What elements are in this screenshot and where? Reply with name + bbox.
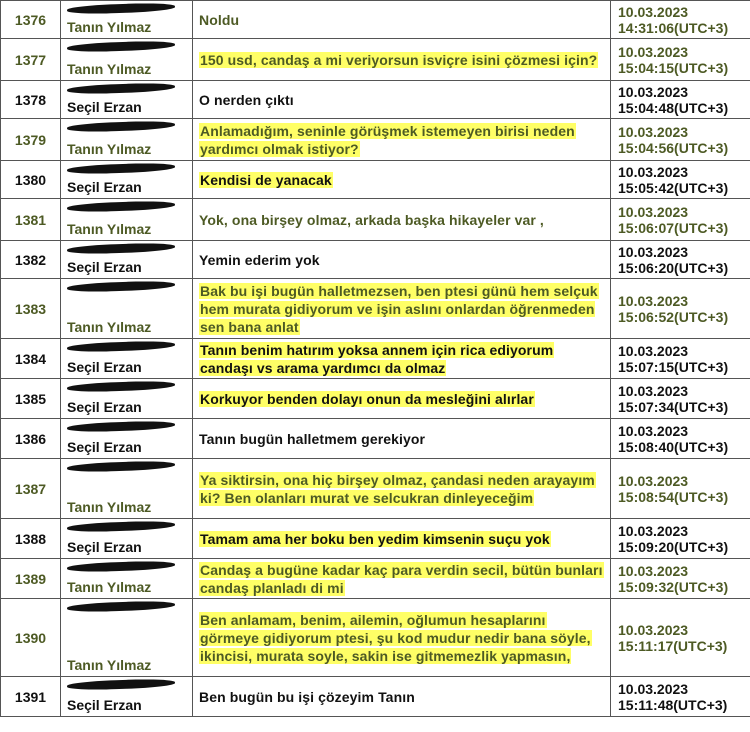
redaction-mark — [67, 520, 175, 533]
date-text: 10.03.2023 — [618, 123, 689, 140]
row-number: 1382 — [1, 241, 61, 279]
message-text: Ben anlamam, benim, ailemin, oğlumun hesaplarını görmeye gidiyorum ptesi, şu kod mudur nedir bana söyle, ikincisi, murata soyle, sakin ise gitmemezlik yapmasın, — [200, 611, 591, 664]
message-cell — [193, 459, 611, 519]
date-text: 10.03.2023 — [618, 562, 689, 579]
date-text: 10.03.2023 — [618, 83, 689, 100]
message-cell — [193, 339, 611, 379]
row-number: 1386 — [1, 419, 61, 459]
time-text: 15:06:20(UTC+3) — [618, 259, 729, 276]
table-row — [1, 677, 750, 717]
table-row — [1, 339, 750, 379]
sender-cell — [61, 519, 193, 559]
sender-cell — [61, 81, 193, 119]
date-text: 10.03.2023 — [618, 203, 689, 220]
sender-cell — [61, 161, 193, 199]
redaction-mark — [67, 340, 175, 353]
sender-name: Tanın Yılmaz — [67, 221, 152, 237]
table-row — [1, 119, 750, 161]
sender-cell — [61, 119, 193, 161]
table-row — [1, 519, 750, 559]
row-number: 1385 — [1, 379, 61, 419]
message-text: Yemin ederim yok — [199, 251, 320, 268]
timestamp-cell — [611, 279, 750, 339]
table-row — [1, 599, 750, 677]
message-cell — [193, 241, 611, 279]
message-cell — [193, 519, 611, 559]
row-number: 1380 — [1, 161, 61, 199]
time-text: 15:06:07(UTC+3) — [618, 219, 729, 236]
sender-cell — [61, 379, 193, 419]
message-text: Kendisi de yanacak — [200, 171, 332, 188]
date-text: 10.03.2023 — [618, 382, 689, 399]
message-cell — [193, 39, 611, 81]
date-text: 10.03.2023 — [618, 163, 689, 180]
sender-name: Seçil Erzan — [67, 399, 142, 415]
time-text: 15:06:52(UTC+3) — [618, 308, 729, 325]
date-text: 10.03.2023 — [618, 43, 689, 60]
row-number: 1383 — [1, 279, 61, 339]
sender-cell — [61, 459, 193, 519]
sender-cell — [61, 419, 193, 459]
timestamp-cell — [611, 559, 750, 599]
timestamp-cell — [611, 459, 750, 519]
date-text: 10.03.2023 — [618, 472, 689, 489]
timestamp-cell — [611, 519, 750, 559]
sender-cell — [61, 339, 193, 379]
timestamp-cell — [611, 419, 750, 459]
redaction-mark — [67, 200, 175, 213]
message-cell — [193, 119, 611, 161]
redaction-mark — [67, 380, 175, 393]
message-text: Ben bugün bu işi çözeyim Tanın — [199, 688, 415, 705]
time-text: 15:07:15(UTC+3) — [618, 358, 729, 375]
message-cell — [193, 559, 611, 599]
sender-cell — [61, 559, 193, 599]
sender-cell — [61, 677, 193, 717]
timestamp-cell — [611, 119, 750, 161]
table-row — [1, 81, 750, 119]
redaction-mark — [67, 162, 175, 175]
time-text: 15:05:42(UTC+3) — [618, 179, 729, 196]
redaction-mark — [67, 242, 175, 255]
time-text: 15:11:48(UTC+3) — [618, 696, 728, 713]
redaction-mark — [67, 420, 175, 433]
redaction-mark — [67, 280, 175, 293]
date-text: 10.03.2023 — [618, 3, 689, 20]
timestamp-cell — [611, 241, 750, 279]
sender-name: Seçil Erzan — [67, 697, 142, 713]
time-text: 14:31:06(UTC+3) — [618, 19, 729, 36]
message-text: Bak bu işi bugün halletmezsen, ben ptesi günü hem selçuk hem murata gidiyorum ve işin aslını onlardan öğrenmeden sen bana anlat — [200, 282, 598, 335]
table-row — [1, 199, 750, 241]
sender-cell — [61, 241, 193, 279]
timestamp-cell — [611, 599, 750, 677]
sender-name: Tanın Yılmaz — [67, 319, 152, 335]
row-number: 1384 — [1, 339, 61, 379]
row-number: 1379 — [1, 119, 61, 161]
redaction-mark — [67, 678, 175, 691]
message-rows — [1, 1, 750, 717]
sender-cell — [61, 199, 193, 241]
redaction-mark — [67, 40, 175, 53]
message-text: Korkuyor benden dolayı onun da mesleğini alırlar — [200, 390, 534, 407]
message-cell — [193, 419, 611, 459]
time-text: 15:08:40(UTC+3) — [618, 438, 729, 455]
redaction-mark — [67, 2, 175, 15]
sender-cell — [61, 1, 193, 39]
table-row — [1, 559, 750, 599]
row-number: 1390 — [1, 599, 61, 677]
date-text: 10.03.2023 — [618, 342, 689, 359]
timestamp-cell — [611, 1, 750, 39]
message-cell — [193, 161, 611, 199]
sender-name: Seçil Erzan — [67, 99, 142, 115]
sender-name: Seçil Erzan — [67, 179, 142, 195]
timestamp-cell — [611, 39, 750, 81]
time-text: 15:04:15(UTC+3) — [618, 59, 729, 76]
row-number: 1381 — [1, 199, 61, 241]
date-text: 10.03.2023 — [618, 422, 689, 439]
sender-name: Seçil Erzan — [67, 259, 142, 275]
timestamp-cell — [611, 81, 750, 119]
row-number: 1389 — [1, 559, 61, 599]
date-text: 10.03.2023 — [618, 621, 689, 638]
table-row — [1, 419, 750, 459]
time-text: 15:09:32(UTC+3) — [618, 578, 729, 595]
message-text: Tamam ama her boku ben yedim kimsenin suçu yok — [200, 530, 550, 547]
row-number: 1387 — [1, 459, 61, 519]
table-row — [1, 241, 750, 279]
table-row — [1, 379, 750, 419]
message-cell — [193, 199, 611, 241]
message-text: Anlamadığım, seninle görüşmek istemeyen birisi neden yardımcı olmak istiyor? — [200, 122, 575, 157]
sender-cell — [61, 599, 193, 677]
message-text: Ya siktirsin, ona hiç birşey olmaz, çandasi neden arayayım ki? Ben olanları murat ve selcukran dinleyeceğim — [200, 471, 595, 506]
message-text: Candaş a bugüne kadar kaç para verdin secil, bütün bunları candaş planladı di mi — [200, 561, 603, 596]
sender-name: Tanın Yılmaz — [67, 499, 152, 515]
message-cell — [193, 81, 611, 119]
redaction-mark — [67, 600, 175, 613]
redaction-mark — [67, 560, 175, 573]
timestamp-cell — [611, 677, 750, 717]
date-text: 10.03.2023 — [618, 680, 689, 697]
time-text: 15:09:20(UTC+3) — [618, 538, 729, 555]
message-text: Yok, ona birşey olmaz, arkada başka hikayeler var , — [199, 211, 544, 228]
timestamp-cell — [611, 379, 750, 419]
table-row — [1, 1, 750, 39]
timestamp-cell — [611, 199, 750, 241]
redaction-mark — [67, 120, 175, 133]
time-text: 15:11:17(UTC+3) — [618, 637, 728, 654]
time-text: 15:08:54(UTC+3) — [618, 488, 729, 505]
message-text: Tanın benim hatırım yoksa annem için rica ediyorum candaşı vs arama yardımcı da olmaz — [200, 341, 554, 376]
sender-name: Seçil Erzan — [67, 539, 142, 555]
time-text: 15:04:48(UTC+3) — [618, 99, 729, 116]
row-number: 1378 — [1, 81, 61, 119]
sender-name: Tanın Yılmaz — [67, 579, 152, 595]
sender-name: Tanın Yılmaz — [67, 19, 152, 35]
sender-cell — [61, 279, 193, 339]
redaction-mark — [67, 82, 175, 95]
sender-name: Seçil Erzan — [67, 439, 142, 455]
row-number: 1376 — [1, 1, 61, 39]
table-row — [1, 279, 750, 339]
message-cell — [193, 1, 611, 39]
date-text: 10.03.2023 — [618, 522, 689, 539]
redaction-mark — [67, 460, 175, 473]
time-text: 15:07:34(UTC+3) — [618, 398, 729, 415]
date-text: 10.03.2023 — [618, 292, 689, 309]
table-row — [1, 39, 750, 81]
sender-name: Tanın Yılmaz — [67, 61, 152, 77]
message-cell — [193, 379, 611, 419]
row-number: 1377 — [1, 39, 61, 81]
sender-cell — [61, 39, 193, 81]
message-text: O nerden çıktı — [199, 91, 294, 108]
message-cell — [193, 599, 611, 677]
time-text: 15:04:56(UTC+3) — [618, 139, 729, 156]
sender-name: Tanın Yılmaz — [67, 657, 152, 673]
message-text: Tanın bugün halletmem gerekiyor — [199, 430, 426, 447]
table-row — [1, 459, 750, 519]
sender-name: Tanın Yılmaz — [67, 141, 152, 157]
sender-name: Seçil Erzan — [67, 359, 142, 375]
message-text: Noldu — [199, 11, 240, 28]
date-text: 10.03.2023 — [618, 243, 689, 260]
row-number: 1388 — [1, 519, 61, 559]
timestamp-cell — [611, 339, 750, 379]
table-row — [1, 161, 750, 199]
timestamp-cell — [611, 161, 750, 199]
message-text: 150 usd, candaş a mi veriyorsun isviçre isini çözmesi için? — [200, 51, 598, 68]
message-cell — [193, 279, 611, 339]
row-number: 1391 — [1, 677, 61, 717]
message-cell — [193, 677, 611, 717]
